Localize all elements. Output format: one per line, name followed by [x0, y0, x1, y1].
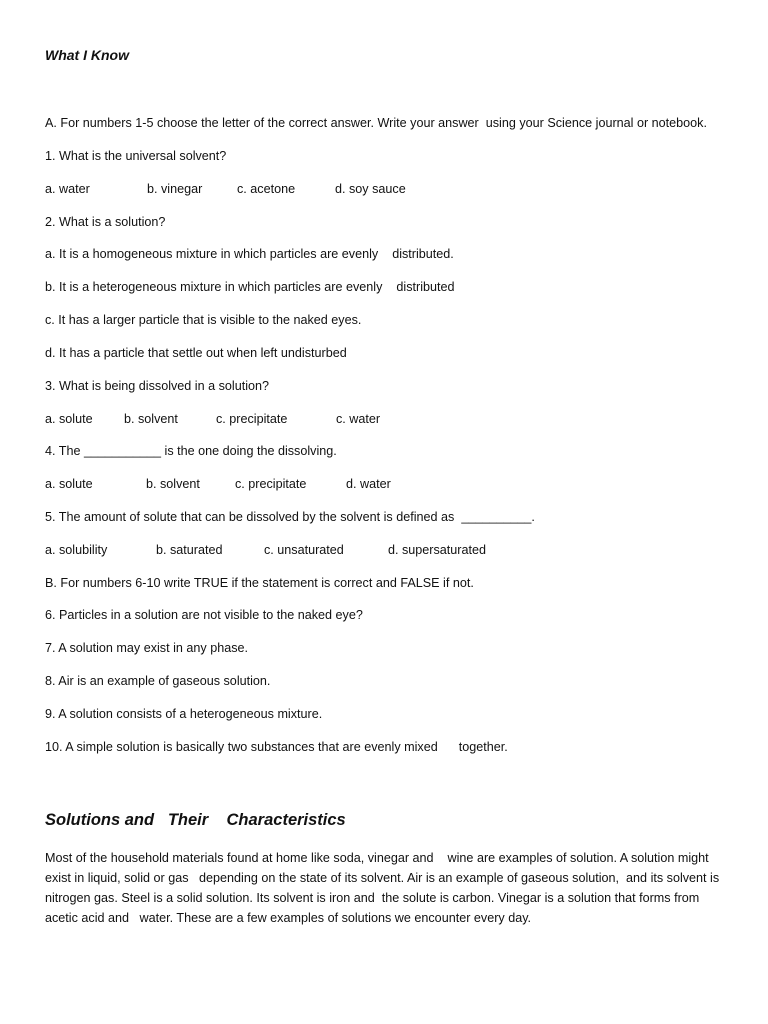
question-1-options: [45, 181, 645, 197]
option-c: c. precipitate: [216, 412, 288, 426]
option-d: d. supersaturated: [388, 543, 487, 557]
question-4: 4. The ___________ is the one doing the dissolving.: [45, 444, 337, 458]
statement-8: 8. Air is an example of gaseous solution.: [45, 674, 271, 688]
option-b: b. solvent: [124, 412, 178, 426]
question-2-option-d: d. It has a particle that settle out when left undisturbed: [45, 346, 347, 360]
paragraph-line: nitrogen gas. Steel is a solid solution. Its solvent is iron and the solute is carbon. Vinegar is a solution that forms from: [45, 891, 700, 905]
question-2: 2. What is a solution?: [45, 215, 166, 229]
question-5-options: [45, 542, 645, 558]
question-2-option-b: b. It is a heterogeneous mixture in which particles are evenly distributed: [45, 280, 455, 294]
option-c: c. precipitate: [235, 477, 307, 491]
instruction-b: B. For numbers 6-10 write TRUE if the statement is correct and FALSE if not.: [45, 576, 474, 590]
option-c: c. acetone: [237, 182, 296, 196]
question-3: 3. What is being dissolved in a solution?: [45, 379, 270, 393]
section-heading-solutions: Solutions and Their Characteristics: [45, 811, 346, 829]
paragraph-line: acetic acid and water. These are a few examples of solutions we encounter every day.: [45, 911, 532, 925]
solutions-paragraph: [45, 848, 725, 928]
option-a: a. solubility: [45, 543, 108, 557]
statement-10: 10. A simple solution is basically two substances that are evenly mixed together.: [45, 740, 508, 754]
option-b: b. solvent: [146, 477, 200, 491]
option-d: c. water: [336, 412, 381, 426]
instruction-a: A. For numbers 1-5 choose the letter of the correct answer. Write your answer using your Science journal or notebook.: [45, 116, 707, 130]
question-4-options: [45, 476, 645, 492]
option-a: a. solute: [45, 412, 93, 426]
paragraph-line: exist in liquid, solid or gas depending on the state of its solvent. Air is an example of gaseous solution, and its solvent is: [45, 871, 720, 885]
statement-7: 7. A solution may exist in any phase.: [45, 641, 249, 655]
statement-9: 9. A solution consists of a heterogeneous mixture.: [45, 707, 323, 721]
question-3-options: [45, 411, 645, 427]
question-5: 5. The amount of solute that can be dissolved by the solvent is defined as __________.: [45, 510, 535, 524]
option-a: a. solute: [45, 477, 93, 491]
paragraph-line: Most of the household materials found at home like soda, vinegar and wine are examples of solution. A solution might: [45, 851, 709, 865]
option-c: c. unsaturated: [264, 543, 344, 557]
option-b: b. saturated: [156, 543, 223, 557]
option-b: b. vinegar: [147, 182, 203, 196]
option-a: a. water: [45, 182, 90, 196]
statement-6: 6. Particles in a solution are not visible to the naked eye?: [45, 608, 363, 622]
question-2-option-c: c. It has a larger particle that is visible to the naked eyes.: [45, 313, 362, 327]
question-2-option-a: a. It is a homogeneous mixture in which particles are evenly distributed.: [45, 247, 454, 261]
section-heading-what-i-know: What I Know: [45, 47, 129, 63]
option-d: d. soy sauce: [335, 182, 406, 196]
question-1: 1. What is the universal solvent?: [45, 149, 227, 163]
option-d: d. water: [346, 477, 391, 491]
